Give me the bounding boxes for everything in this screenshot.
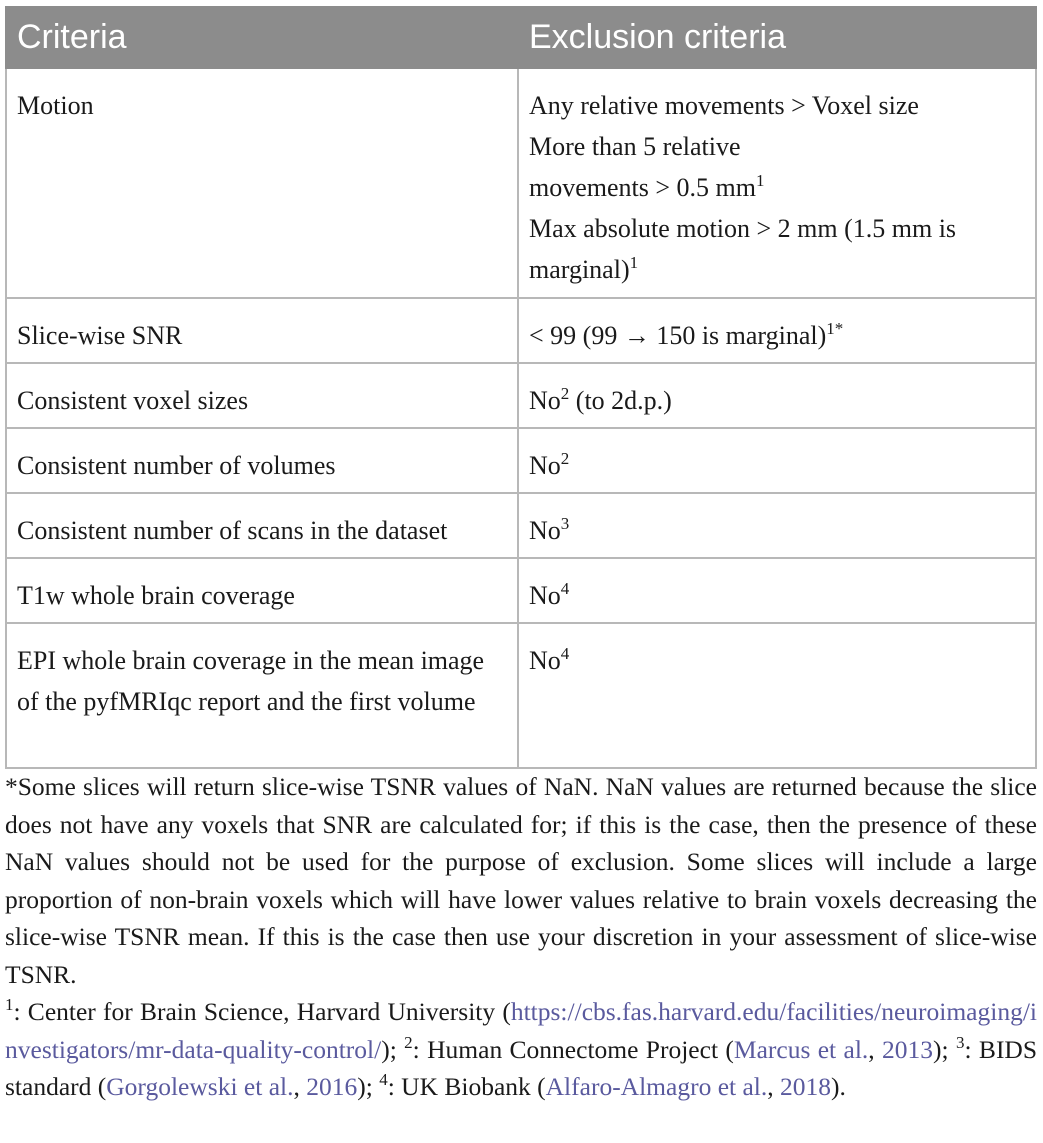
table-row-t1w [6,558,1036,623]
criteria-cell: EPI whole brain coverage in the mean image of the pyfMRIqc report and the first volume [6,623,518,768]
exclusion-cell: No$^3$ [518,493,1036,558]
footnote-marker: 1 [5,995,14,1014]
footnote-ref: 4 [560,644,570,663]
footnote-marker: 3 [955,1032,965,1052]
table-header-row [6,7,1036,68]
footnote-marker: 2 [404,1032,413,1052]
motion-rule-3: movements > 0.5 $mm^1$ [529,171,765,202]
footnote-ref: 1 [755,171,765,190]
source-footnotes: $^1$: Center for Brain Science, Harvard University (https://cbs.fas.harvard.edu/facilities/neuroimaging/investigators/mr-data-quality-control/); $^2$: Human Connectome Project (Marcus et al., 2013); $^3$: BIDS standard (Gorgolewski et al., 2016); $^4$: UK Biobank (Alfaro-Almagro et al., 2018). [5,995,1038,1101]
exclusion-criteria-table [5,6,1037,769]
marcus-year-link[interactable]: 2013 [882,1034,934,1064]
footnote-marker: 4 [379,1070,388,1089]
exclusion-cell: < 99 (99 → 150 is marginal)$^{1*}$ [518,298,1036,363]
criteria-cell: Consistent voxel sizes [6,363,518,428]
exclusion-cell [518,68,1036,298]
criteria-cell: Consistent number of scans in the dataset [6,493,518,558]
motion-rule-1: Any relative movements > Voxel size [529,91,919,120]
table-row-motion [6,68,1036,298]
exclusion-cell: No$^2$ [518,428,1036,493]
alfaro-almagro-year-link[interactable]: 2018 [780,1072,832,1101]
footnote-ref: 2 [560,384,570,403]
gorgolewski-year-link[interactable]: 2016 [306,1072,358,1101]
criteria-cell: Motion [6,68,518,298]
alfaro-almagro-reference-link[interactable]: Alfaro-Almagro et al. [545,1072,768,1101]
motion-rule-2: More than 5 relative [529,132,741,161]
harvard-link[interactable]: https://cbs.fas.harvard.edu/facilities/neuroimaging/investigators/mr-data-quality-control/ [5,997,1037,1064]
exclusion-cell: No$^2$ (to 2d.p.) [518,363,1036,428]
marcus-reference-link[interactable]: Marcus et al. [733,1034,869,1064]
table-footnotes [5,768,1037,1106]
exclusion-cell: No$^4$ [518,558,1036,623]
table-row-voxel-sizes [6,363,1036,428]
footnote-ref: 1* [826,319,844,338]
footnote-ref: 3 [560,514,570,533]
table-row-snr [6,298,1036,363]
table-row-scans [6,493,1036,558]
asterisk-note: *Some slices will return slice-wise TSNR values of NaN. NaN values are returned because the slice does not have any voxels that SNR are calculated for; if this is the case, then the presence of these NaN values should not be used for the purpose of exclusion. Some slices will include a large proportion of non-brain voxels which will have lower values relative to brain voxels decreasing the slice-wise TSNR mean. If this is the case then use your discretion in your assessment of slice-wise TSNR. [5,772,1037,989]
gorgolewski-reference-link[interactable]: Gorgolewski et al. [106,1072,294,1101]
criteria-cell: T1w whole brain coverage [6,558,518,623]
footnote-ref: 2 [560,449,570,468]
exclusion-column-header: Exclusion criteria [518,7,1036,68]
criteria-cell: Slice-wise SNR [6,298,518,363]
table-row-epi [6,623,1036,768]
footnote-ref: 1 [629,253,639,272]
exclusion-cell: No$^4$ [518,623,1036,768]
motion-rule-4: Max absolute motion > 2 mm (1.5 mm is marginal)$^1$ [529,214,957,284]
footnote-ref: 4 [560,579,570,598]
criteria-cell: Consistent number of volumes [6,428,518,493]
table-row-volumes [6,428,1036,493]
criteria-column-header: Criteria [6,7,518,68]
